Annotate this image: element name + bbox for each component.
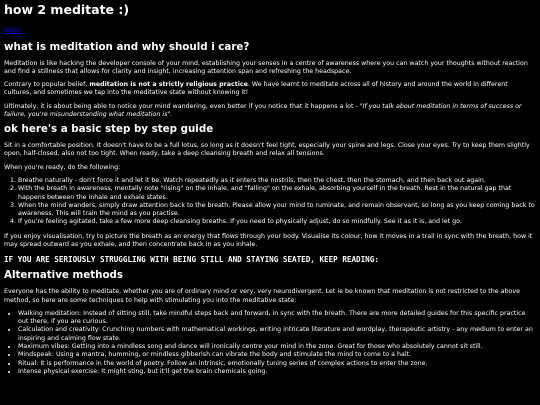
list-item: 2. With the breath in awareness, mentally note "rising" on the inhale, and "falling" on the exhale, absorbing yourself in the breath. Rest in the natural gap that happens between the inhale and exhale states. bbox=[18, 185, 536, 202]
list-item: • Ritual: It is performance in the world of poetry. Follow an intrinsic, emotionally tuning series of complex actions to enter the zone. bbox=[18, 360, 536, 368]
struggle-heading: IF YOU ARE SERIOUSLY STRUGGLING WITH BEING STILL AND STAYING SEATED, KEEP READING: bbox=[4, 255, 379, 265]
ultimately-quote: "If you talk about meditation in terms of success or failure, you're misunderstanding what meditation is". bbox=[4, 102, 522, 118]
visualisation-paragraph: If you enjoy visualisation, try to picture the breath as an energy that flows through your body. Visualise its colour, how it moves in a trail in sync with the breath, how it may spread outward as you exhale, and then concentrate back in as you inhale. bbox=[4, 232, 533, 249]
list-item: • Intense physical exercise: It might sting, but it'll get the brain chemicals going. bbox=[18, 368, 536, 376]
list-item: 4. If you're feeling agitated, take a few more deep cleansing breaths. If you need to physically adjust, do so mindfully. See it as it is, and let go. bbox=[18, 218, 536, 226]
religion-text-post: . We have learnt to meditate across all of history and around the world in different cultures, and sometimes we tap into the meditative state without knowing it! bbox=[4, 81, 508, 97]
ultimately-paragraph bbox=[4, 103, 536, 120]
guide-ready-paragraph: When you're ready, do the following: bbox=[4, 163, 121, 171]
list-item: • Mindspeak: Using a mantra, humming, or mindless gibberish can vibrate the body and stimulate the mind to come to a halt. bbox=[18, 351, 536, 359]
section-heading-what-is: what is meditation and why should i care? bbox=[4, 40, 250, 53]
section-heading-alternative: Alternative methods bbox=[4, 269, 124, 282]
page-title: how 2 meditate :) bbox=[4, 2, 130, 17]
list-item: • Calculation and creativity: Crunching numbers with mathematical workings, writing intricate literature and wordplay, therapeutic artistry - any medium to enter an inspiring and calming flow state. bbox=[18, 326, 536, 343]
section-heading-guide: ok here's a basic step by step guide bbox=[4, 123, 214, 136]
list-item: 3. When the mind wanders, simply draw attention back to the breath. Please allow your mind to ruminate, and remain observant, so long as you keep coming back to awareness. This will train the mind as you practise. bbox=[18, 202, 536, 219]
alternative-intro-paragraph: Everyone has the ability to meditate, whether you are of ordinary mind or very, very neurodivergent. Let ie be known that meditation is not restricted to the above method, so here are some techniques to help with stimulating you into the meditative state: bbox=[4, 288, 520, 304]
guide-sitting-paragraph: Sit in a comfortable position. It doesn't have to be a full lotus, so long as it doesn't feel tight, especially your spine and legs. Close your eyes. Try to keep them slightly open, half-closed, also not too tight. When ready, take a deep cleansing breath and relax all tensions. bbox=[4, 142, 530, 158]
religion-paragraph bbox=[4, 81, 536, 98]
alternative-methods-list bbox=[4, 310, 536, 376]
religion-text-pre: Contrary to popular belief, bbox=[4, 81, 90, 89]
back-link[interactable]: BACK bbox=[4, 26, 22, 35]
list-item: • Walking meditation: Instead of sitting still, take mindful steps back and forward, in sync with the breath. There are more detailed guides for this specific practice out there, if you are curious. bbox=[18, 310, 536, 327]
list-item: 1. Breathe naturally - don't force it and let it be. Watch repeatedly as it enters the nostrils, then the chest, then the stomach, and then back out again. bbox=[18, 177, 536, 185]
list-item: • Maximum vibes: Getting into a mindless song and dance will ironically centre your mind in the zone. Great for those who absolutely cannot sit still. bbox=[18, 343, 536, 351]
intro-paragraph: Meditation is like hacking the developer console of your mind, establishing your senses in a centre of awareness where you can watch your thoughts without reaction and find a stillness that allows for clarity and insight, increasing attention span and refreshing the headspace. bbox=[4, 59, 528, 75]
religion-text-bold: meditation is not a strictly religious practice bbox=[89, 81, 248, 89]
guide-steps-list bbox=[4, 177, 536, 227]
ultimately-text-pre: Ultimately, it is about being able to notice your mind wandering, even better if you notice that it happens a lot - bbox=[4, 102, 360, 110]
back-link-wrapper bbox=[4, 26, 536, 35]
